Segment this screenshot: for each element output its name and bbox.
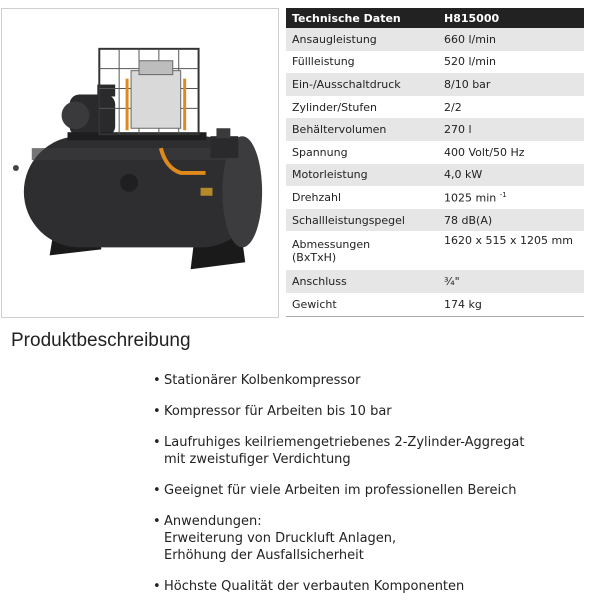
list-item bbox=[153, 434, 524, 468]
spec-label: Füllleistung bbox=[292, 55, 355, 69]
header-model-number: H815000 bbox=[438, 8, 584, 28]
table-row bbox=[286, 231, 584, 270]
spec-label-line: (BxTxH) bbox=[292, 250, 337, 264]
table-row bbox=[286, 186, 584, 209]
table-row bbox=[286, 164, 584, 187]
spec-value: 400 Volt/50 Hz bbox=[444, 145, 525, 159]
spec-value: 270 l bbox=[438, 118, 584, 141]
spec-label: Anschluss bbox=[286, 270, 438, 293]
table-row bbox=[286, 118, 584, 141]
spec-label bbox=[286, 231, 438, 270]
spec-value: 1620 x 515 x 1205 mm bbox=[444, 234, 573, 248]
feature-text: • Stationärer Kolbenkompressor bbox=[164, 373, 361, 388]
spec-label: Ein-/Ausschaltdruck bbox=[286, 73, 438, 96]
pump-cylinders bbox=[131, 71, 181, 129]
spec-label-line: Abmessungen bbox=[292, 237, 371, 251]
feature-text: • Geeignet für viele Arbeiten im professionellen Bereich bbox=[164, 483, 517, 498]
spec-label: Gewicht bbox=[286, 293, 438, 316]
spec-value: 78 dB(A) bbox=[438, 209, 584, 232]
table-row bbox=[286, 51, 584, 74]
list-item bbox=[153, 578, 524, 595]
pressure-switch bbox=[210, 136, 238, 158]
table-row bbox=[286, 73, 584, 96]
spec-value bbox=[438, 186, 584, 209]
table-row bbox=[286, 293, 584, 316]
compressor-illustration bbox=[2, 9, 278, 317]
spec-value: ¾" bbox=[438, 270, 584, 293]
feature-text: Erweiterung von Druckluft Anlagen, bbox=[164, 531, 397, 546]
spec-value: 2/2 bbox=[444, 100, 462, 114]
tank-port bbox=[120, 174, 138, 192]
spec-label: Motorleistung bbox=[286, 164, 438, 187]
spec-label: Behältervolumen bbox=[286, 118, 438, 141]
product-image bbox=[1, 8, 279, 318]
spec-value: 174 kg bbox=[438, 293, 584, 316]
label-plate bbox=[201, 188, 213, 196]
spec-value: 8/10 bar bbox=[438, 73, 584, 96]
feature-list bbox=[153, 372, 524, 609]
table-row bbox=[286, 209, 584, 232]
table-row bbox=[286, 28, 584, 51]
list-item bbox=[153, 513, 524, 564]
list-item bbox=[153, 482, 524, 499]
table-row bbox=[286, 141, 584, 164]
list-item bbox=[153, 372, 524, 389]
table-header-row bbox=[286, 8, 584, 28]
spec-label: Schallleistungspegel bbox=[286, 209, 438, 232]
spec-value: 520 l/min bbox=[444, 55, 496, 69]
technical-data-table bbox=[286, 8, 584, 317]
table-row bbox=[286, 270, 584, 293]
feature-text: mit zweistufiger Verdichtung bbox=[164, 452, 351, 467]
spec-value: 4,0 kW bbox=[438, 164, 584, 187]
list-item bbox=[153, 403, 524, 420]
feature-text: • Kompressor für Arbeiten bis 10 bar bbox=[164, 404, 392, 419]
section-title: Produktbeschreibung bbox=[11, 330, 191, 351]
spec-value: 660 l/min bbox=[438, 28, 584, 51]
spec-label: Zylinder/Stufen bbox=[292, 100, 377, 114]
spec-label: Drehzahl bbox=[292, 190, 342, 204]
feature-text: • Höchste Qualität der verbauten Komponenten bbox=[164, 579, 465, 594]
spec-label: Spannung bbox=[292, 145, 348, 159]
spec-value-text: 1025 min bbox=[444, 191, 497, 205]
table-row bbox=[286, 96, 584, 119]
spec-value-superscript: -1 bbox=[499, 190, 507, 199]
spec-label: Ansaugleistung bbox=[286, 28, 438, 51]
feature-text: Erhöhung der Ausfallsicherheit bbox=[164, 548, 364, 563]
header-label: Technische Daten bbox=[286, 8, 438, 28]
feature-text: • Laufruhiges keilriemengetriebenes 2-Zylinder-Aggregat bbox=[164, 435, 525, 450]
feature-text: • Anwendungen: bbox=[164, 514, 262, 529]
